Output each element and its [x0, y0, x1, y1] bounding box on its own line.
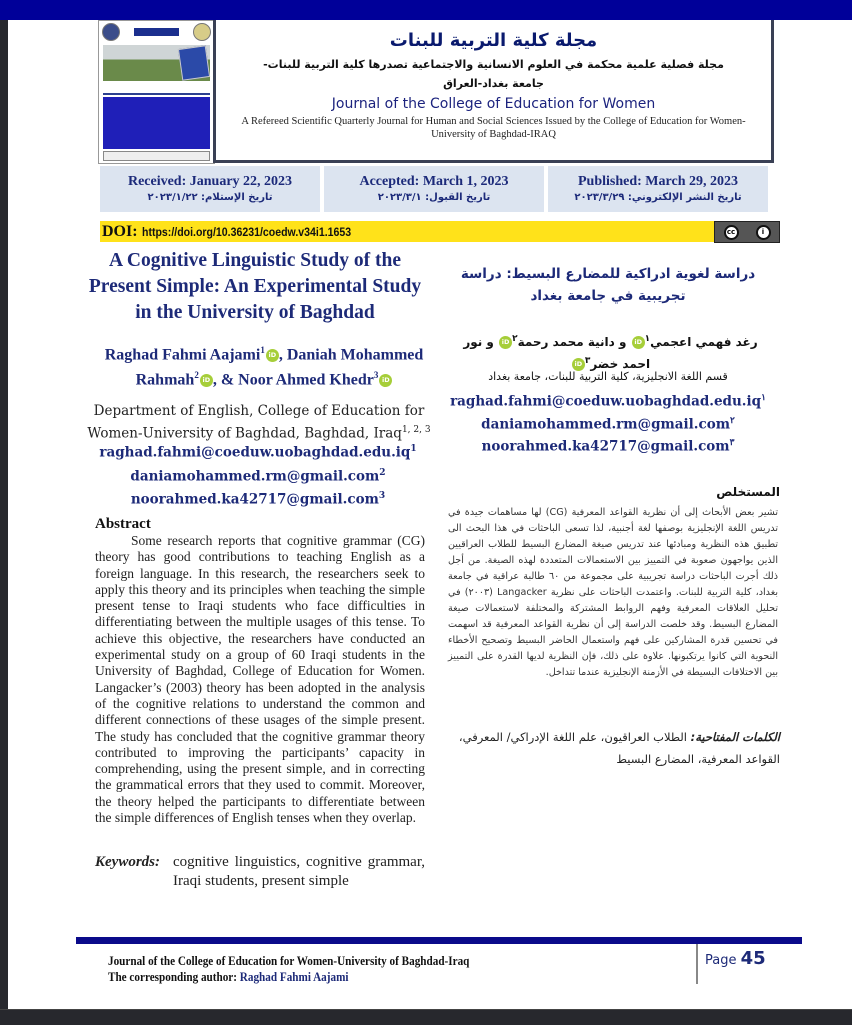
footer-divider	[696, 944, 698, 984]
orcid-icon[interactable]: iD	[379, 374, 392, 387]
email-row	[438, 434, 778, 457]
cover-photo	[103, 45, 210, 81]
corresponding-label: The corresponding author:	[108, 969, 237, 984]
cover-info-panel	[103, 97, 210, 149]
author-list-english	[100, 340, 428, 391]
email-link[interactable]: raghad.fahmi@coeduw.uobaghdad.edu.iq	[99, 444, 411, 461]
author-list-arabic	[448, 330, 773, 374]
journal-arabic-location: جامعة بغداد-العراق	[443, 77, 544, 90]
published-date-ar: تاريخ النشر الإلكتروني: ٢٠٢٣/٣/٢٩	[574, 192, 742, 203]
email-row	[88, 463, 428, 487]
affiliation-text: Department of English, College of Education for Women-University of Baghdad, Baghdad, Iraq	[87, 403, 425, 442]
accepted-date-en: Accepted: March 1, 2023	[359, 174, 509, 189]
university-seal-icon	[102, 23, 120, 41]
orcid-icon[interactable]: iD	[200, 374, 213, 387]
email-link[interactable]: noorahmed.ka42717@gmail.com	[130, 491, 379, 508]
published-date	[548, 166, 768, 212]
page-number	[705, 948, 766, 969]
footer-rule	[76, 937, 802, 944]
author-affiliation-sup: ١	[644, 334, 651, 344]
cover-footer	[103, 151, 210, 161]
received-date	[100, 166, 320, 212]
keywords-value: cognitive linguistics, cognitive grammar, Iraqi students, present simple	[173, 854, 425, 889]
orcid-icon[interactable]: iD	[499, 336, 512, 349]
received-date-en: Received: January 22, 2023	[127, 174, 293, 189]
orcid-icon[interactable]: iD	[632, 336, 645, 349]
paper-title-arabic: دراسة لغوية ادراكية للمضارع البسيط: دراسة تجريبية في جامعة بغداد	[460, 266, 756, 304]
college-seal-icon	[193, 23, 211, 41]
footer-journal-name: Journal of the College of Education for Women-University of Baghdad-Iraq	[108, 953, 470, 968]
accepted-date	[324, 166, 544, 212]
page-label: Page	[705, 953, 737, 968]
author-separator: , &	[212, 371, 239, 389]
journal-arabic-subtitle: مجلة فصلية علمية محكمة في العلوم الانسانية والاجتماعية تصدرها كلية التربية للبنات-	[263, 58, 724, 71]
cover-journal-title	[103, 83, 210, 95]
publication-dates	[100, 166, 768, 212]
journal-english-subtitle: A Refereed Scientific Quarterly Journal for Human and Social Sciences Issued by the College of Education for Women-University of Baghdad-IRAQ	[241, 116, 746, 140]
email-sup: 1	[410, 444, 417, 454]
page-number-value: 45	[740, 948, 766, 969]
author-name: رغد فهمي اعجمي	[650, 335, 758, 349]
affiliation-sup: 1, 2, 3	[401, 425, 431, 435]
keywords-value-arabic: الطلاب العراقيون، علم اللغة الإدراكي/ المعرفي، القواعد المعرفية، المضارع البسيط	[458, 730, 780, 766]
email-link[interactable]: daniamohammed.rm@gmail.com	[481, 416, 731, 432]
footer-corresponding	[108, 969, 469, 985]
keywords-arabic	[448, 726, 780, 770]
orcid-icon[interactable]: iD	[266, 349, 279, 362]
author-separator: و	[614, 335, 631, 349]
author-name: Noor Ahmed Khedr	[238, 371, 374, 389]
affiliation-english	[84, 402, 434, 444]
page-footer	[108, 953, 469, 985]
author-emails-english	[88, 439, 428, 510]
top-banner	[0, 0, 852, 20]
abstract-text-arabic: تشير بعض الأبحاث إلى أن نظرية القواعد المعرفية (CG) لها مساهمات جيدة في تدريس اللغة الإنجليزية بوصفها لغة أجنبية، لذا تسعى الباحثات في هذا البحث الى تطبيق هذه النظرية ومبادئها عند تدريس صيغة المضارع البسيط للطلاب العراقيين الذين يواجهون صعوبة في التمييز بين الاستعمالات المتعددة لهذه الصيغة. من أجل ذلك أجرت الباحثات دراسة تجريبية على مجموعة من ٦٠ طالبة عراقية في جامعة بغداد، كلية التربية للبنات. واعتمدت الباحثات على نظرية Langacker (٢٠٠٣) في تحليل العلاقات المعرفية وفهم الروابط المشتركة والمختلفة لاستعمالات صيغة المضارع البسيط. وقد خلصت الدراسة إلى أن نظرية القواعد المعرفية قد اسهمت في تحسين قدرة المشاركين على فهم واستعمال الحاضر البسيط وتصحيح الأخطاء النحوية التي كانوا يرتكبونها. علاوة على ذلك، فإن النظرية لديها القدرة على التمييز بين الاختلافات البسيطة في الأزمنة الإنجليزية عندما تتداخل.	[448, 507, 778, 678]
email-link[interactable]: raghad.fahmi@coeduw.uobaghdad.edu.iq	[450, 393, 762, 410]
email-sup: 2	[379, 467, 386, 478]
author-affiliation-sup: 3	[373, 370, 379, 381]
email-row	[438, 389, 778, 412]
corresponding-author: Raghad Fahmi Aajami	[239, 969, 349, 984]
accepted-date-ar: تاريخ القبول: ٢٠٢٣/٣/١	[377, 192, 491, 203]
doi-link[interactable]: https://doi.org/10.36231/coedw.v34i1.1653	[141, 224, 351, 239]
journal-cover-thumbnail	[98, 20, 215, 164]
author-affiliation-sup: 2	[194, 370, 199, 381]
cover-header-strip	[134, 28, 179, 36]
author-name: دانية محمد رحمة	[517, 335, 615, 349]
keywords-english	[95, 853, 425, 891]
author-affiliation-sup: ٣	[584, 356, 591, 366]
received-date-ar: تاريخ الإستلام: ٢٠٢٣/١/٢٢	[147, 192, 273, 203]
cc-by-license-badge[interactable]	[714, 221, 780, 243]
creative-commons-icon: cc	[724, 225, 739, 240]
paper-title-english: A Cognitive Linguistic Study of the Present Simple: An Experimental Study in the University of Baghdad	[88, 250, 422, 323]
author-separator: ,	[278, 346, 287, 364]
document-page	[8, 20, 852, 1009]
email-sup: 3	[378, 491, 386, 501]
author-name: Daniah Mohammed Rahmah	[135, 346, 424, 389]
journal-arabic-title: مجلة كلية التربية للبنات	[389, 30, 598, 51]
affiliation-arabic: قسم اللغة الانجليزية، كلية التربية للبنات، جامعة بغداد	[488, 370, 728, 383]
author-emails-arabic	[438, 389, 778, 457]
orcid-icon[interactable]: iD	[572, 358, 585, 371]
email-link[interactable]: noorahmed.ka42717@gmail.com	[481, 438, 730, 455]
email-row	[88, 486, 428, 510]
author-name: نور احمد خضر	[463, 335, 651, 371]
email-sup: ١	[761, 393, 766, 403]
abstract-text-english: Some research reports that cognitive grammar (CG) theory has good contributions to teaching English as a foreign language. In this research, the researchers seek to apply this theory and its principles when teaching the simple present tense to Iraqi students who face difficulties in differentiating between the multiple usages of this tense. To achieve this objective, the researchers have conducted an experimental study on a group of 60 Iraqi students in the University of Baghdad, College of Education for Women. Langacker’s (2003) theory has been adopted in the analysis of the cognitive relations to understand the common and different connections of these usages of the simple present. The study has concluded that the cognitive grammar theory contributed to improving the participants’ capacity in comprehending, using the present simple, and in correcting the grammatical errors that they used to commit. Moreover, the theory helped the participants to differentiate between the simple differences of English tenses when they overlap.	[95, 533, 425, 826]
email-sup: ٣	[729, 438, 735, 448]
email-row	[88, 439, 428, 463]
abstract-heading: Abstract	[95, 516, 151, 532]
email-link[interactable]: daniamohammed.rm@gmail.com	[130, 468, 380, 484]
journal-english-title: Journal of the College of Education for Women	[331, 96, 656, 112]
attribution-icon: i	[756, 225, 771, 240]
keywords-label-arabic: الكلمات المفتاحية:	[690, 730, 780, 744]
author-affiliation-sup: ٢	[512, 334, 518, 344]
doi-bar	[100, 221, 780, 242]
author-affiliation-sup: 1	[260, 345, 265, 355]
doi-label: DOI:	[102, 222, 138, 240]
author-name: Raghad Fahmi Aajami	[104, 346, 261, 364]
author-separator: و	[482, 335, 499, 349]
journal-masthead	[213, 20, 774, 163]
email-row	[438, 412, 778, 435]
email-sup: ٢	[730, 415, 735, 426]
keywords-label: Keywords:	[95, 854, 160, 870]
abstract-heading-arabic: المستخلص	[716, 485, 780, 499]
viewer-bottom-bar	[0, 1009, 852, 1025]
published-date-en: Published: March 29, 2023	[578, 174, 738, 189]
